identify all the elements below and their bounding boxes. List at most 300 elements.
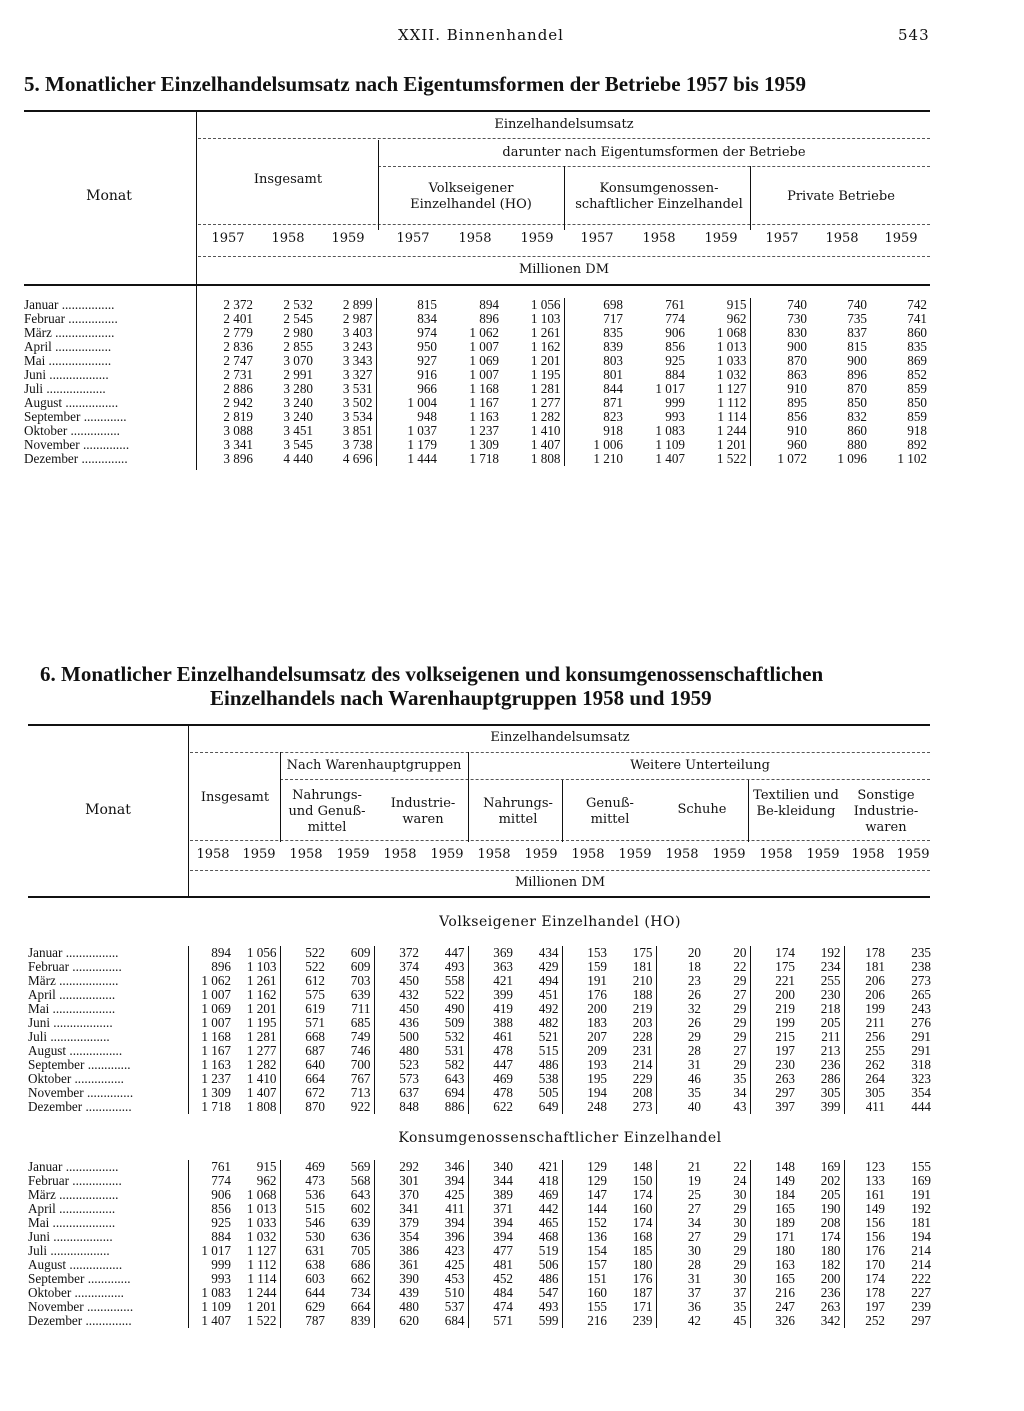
table-cell: 966 — [376, 382, 440, 396]
table-cell: 603 — [280, 1272, 328, 1286]
table-cell: 29 — [733, 1201, 747, 1216]
table-cell: 199 — [844, 1002, 888, 1016]
table-cell: 175 — [632, 945, 653, 960]
table-cell: 181 — [911, 1215, 931, 1230]
table-cell: 531 — [444, 1043, 465, 1058]
table5-divider — [564, 166, 565, 230]
table-cell: 1 237 — [469, 423, 499, 438]
table-cell: 207 — [562, 1030, 610, 1044]
table-cell: 1 167 — [469, 395, 499, 410]
table-cell: 297 — [911, 1313, 931, 1328]
table-cell: 174 — [632, 1187, 653, 1202]
row-month: August ................ — [28, 1044, 123, 1058]
table-cell: 1 007 — [469, 367, 499, 382]
page-number: 543 — [898, 26, 930, 44]
table-cell: 171 — [750, 1230, 798, 1244]
table-cell: 801 — [564, 368, 626, 382]
table-cell: 160 — [562, 1286, 610, 1300]
table-cell: 774 — [665, 311, 685, 326]
table-cell: 394 — [444, 1173, 465, 1188]
table-cell: 371 — [468, 1202, 516, 1216]
row-month: Juni .................. — [24, 368, 109, 382]
table-cell: 129 — [562, 1174, 610, 1188]
table6-year-row — [190, 847, 930, 867]
table-cell: 906 — [665, 325, 685, 340]
table-cell: 136 — [562, 1230, 610, 1244]
table-cell: 214 — [632, 1057, 653, 1072]
table-cell: 297 — [750, 1086, 798, 1100]
table-cell: 478 — [468, 1044, 516, 1058]
table6-divider — [188, 724, 189, 896]
table-cell: 3 240 — [283, 395, 313, 410]
table-cell: 29 — [733, 1015, 747, 1030]
table-cell: 1 201 — [530, 353, 561, 368]
table-row — [28, 1072, 934, 1086]
year-label: 1959 — [336, 847, 370, 862]
table-cell: 374 — [374, 960, 422, 974]
table-cell: 761 — [665, 297, 685, 312]
table-cell: 3 343 — [342, 353, 373, 368]
table-cell: 425 — [444, 1257, 465, 1272]
row-month: April ................. — [28, 1202, 116, 1216]
table-row — [28, 1258, 934, 1272]
year-label: 1959 — [520, 231, 554, 246]
table-cell: 735 — [847, 311, 867, 326]
table-cell: 3 534 — [342, 409, 373, 424]
table-cell: 717 — [564, 312, 626, 326]
table-cell: 469 — [538, 1187, 559, 1202]
table-cell: 609 — [350, 959, 371, 974]
table-cell: 341 — [374, 1202, 422, 1216]
table-cell: 211 — [821, 1029, 841, 1044]
table-row — [28, 1100, 934, 1114]
table-cell: 418 — [538, 1173, 559, 1188]
table-cell: 144 — [562, 1202, 610, 1216]
row-month: Dezember .............. — [28, 1100, 132, 1114]
table-cell: 239 — [632, 1313, 653, 1328]
table-row — [28, 1272, 934, 1286]
table-cell: 478 — [468, 1086, 516, 1100]
table-cell: 612 — [280, 974, 328, 988]
table-cell: 662 — [350, 1271, 371, 1286]
table-cell: 850 — [907, 395, 927, 410]
table-cell: 326 — [750, 1314, 798, 1328]
table-cell: 29 — [733, 1229, 747, 1244]
table6-konsum-body — [28, 1160, 934, 1328]
table5-header-insgesamt: Insgesamt — [253, 172, 323, 187]
table-row — [28, 1244, 934, 1258]
table-cell: 1 167 — [188, 1044, 234, 1058]
table-cell: 869 — [907, 353, 927, 368]
table-cell: 1 309 — [469, 437, 499, 452]
table-cell: 575 — [280, 988, 328, 1002]
table6-top-rule — [28, 724, 930, 726]
table-cell: 411 — [844, 1100, 888, 1114]
table-cell: 276 — [911, 1015, 931, 1030]
row-month: Dezember .............. — [28, 1314, 132, 1328]
table-cell: 394 — [468, 1230, 516, 1244]
table-cell: 886 — [444, 1099, 465, 1114]
table-cell: 450 — [374, 974, 422, 988]
table-cell: 2 836 — [196, 340, 256, 354]
table-cell: 214 — [911, 1243, 931, 1258]
table-cell: 26 — [656, 1016, 704, 1030]
table-cell: 129 — [562, 1160, 610, 1174]
table-cell: 740 — [847, 297, 867, 312]
table6-sub-rule — [280, 779, 930, 780]
table5-header-konsum: Konsumgenossen-schaftlicher Einzelhandel — [575, 181, 743, 212]
table-cell: 523 — [374, 1058, 422, 1072]
row-month: Januar ................ — [28, 946, 119, 960]
table-cell: 649 — [538, 1099, 559, 1114]
year-label: 1958 — [196, 847, 230, 862]
table-cell: 599 — [538, 1313, 559, 1328]
table-cell: 192 — [911, 1201, 931, 1216]
table-cell: 1 007 — [469, 339, 499, 354]
table-cell: 2 731 — [196, 368, 256, 382]
table-cell: 195 — [562, 1072, 610, 1086]
table-cell: 35 — [656, 1086, 704, 1100]
table-row — [24, 312, 930, 326]
table-cell: 1 282 — [530, 409, 561, 424]
table-cell: 363 — [468, 960, 516, 974]
year-label: 1959 — [712, 847, 746, 862]
table-cell: 291 — [911, 1043, 931, 1058]
table6-header-nahrung-genuss: Nahrungs- und Genuß-mittel — [288, 788, 366, 835]
table-cell: 468 — [538, 1229, 559, 1244]
table6-ho-body — [28, 946, 934, 1114]
year-label: 1959 — [806, 847, 840, 862]
year-label: 1958 — [458, 231, 492, 246]
table-cell: 993 — [188, 1272, 234, 1286]
table-cell: 42 — [656, 1314, 704, 1328]
table-cell: 160 — [632, 1201, 653, 1216]
table-cell: 434 — [538, 945, 559, 960]
table-cell: 767 — [350, 1071, 371, 1086]
table-cell: 1 162 — [530, 339, 561, 354]
table-cell: 31 — [656, 1272, 704, 1286]
table-cell: 219 — [632, 1001, 653, 1016]
table-cell: 1 102 — [897, 451, 927, 466]
row-month: Oktober ............... — [28, 1286, 124, 1300]
table-cell: 1 808 — [530, 451, 561, 466]
table-row — [24, 354, 930, 368]
table-cell: 537 — [444, 1299, 465, 1314]
table-cell: 147 — [562, 1188, 610, 1202]
table-cell: 156 — [844, 1230, 888, 1244]
table-cell: 263 — [750, 1072, 798, 1086]
table-cell: 815 — [847, 339, 867, 354]
table-cell: 1 037 — [376, 424, 440, 438]
year-label: 1958 — [851, 847, 885, 862]
table5-top-rule — [24, 110, 930, 112]
table-cell: 399 — [820, 1099, 841, 1114]
table6-title-line2: Einzelhandels nach Warenhauptgruppen 1958 und 1959 — [210, 686, 712, 710]
table-cell: 169 — [911, 1173, 931, 1188]
table6-divider — [748, 780, 749, 842]
table-cell: 43 — [733, 1099, 747, 1114]
table-cell: 910 — [750, 424, 810, 438]
table-cell: 1 013 — [246, 1201, 277, 1216]
table-cell: 894 — [479, 297, 499, 312]
table-cell: 202 — [820, 1173, 841, 1188]
table-cell: 639 — [350, 987, 371, 1002]
table-cell: 1 168 — [188, 1030, 234, 1044]
row-month: Oktober ............... — [28, 1072, 124, 1086]
table-cell: 856 — [665, 339, 685, 354]
table-cell: 3 070 — [283, 353, 313, 368]
year-label: 1958 — [477, 847, 511, 862]
table-cell: 397 — [750, 1100, 798, 1114]
table-cell: 741 — [907, 311, 927, 326]
year-label: 1959 — [896, 847, 930, 862]
table-cell: 1 083 — [655, 423, 685, 438]
table-cell: 713 — [350, 1085, 371, 1100]
table-cell: 839 — [564, 340, 626, 354]
table-cell: 394 — [468, 1216, 516, 1230]
table-cell: 178 — [844, 946, 888, 960]
table-cell: 1 072 — [750, 452, 810, 466]
table-cell: 740 — [750, 298, 810, 312]
table-row — [24, 410, 930, 424]
year-label: 1959 — [430, 847, 464, 862]
table-cell: 974 — [376, 326, 440, 340]
table-cell: 1 112 — [247, 1257, 277, 1272]
table-cell: 1 244 — [716, 423, 747, 438]
table-cell: 915 — [256, 1159, 277, 1174]
table-cell: 1 410 — [530, 423, 561, 438]
table-cell: 884 — [188, 1230, 234, 1244]
table-cell: 229 — [632, 1071, 653, 1086]
table-cell: 922 — [350, 1099, 371, 1114]
table5-divider — [378, 140, 379, 230]
table-cell: 29 — [733, 1001, 747, 1016]
table-cell: 787 — [280, 1314, 328, 1328]
table-cell: 694 — [444, 1085, 465, 1100]
table-cell: 1 163 — [188, 1058, 234, 1072]
year-label: 1958 — [825, 231, 859, 246]
table-cell: 189 — [750, 1216, 798, 1230]
table-cell: 774 — [188, 1174, 234, 1188]
table-cell: 835 — [564, 326, 626, 340]
table-cell: 494 — [538, 973, 559, 988]
row-month: Februar ............... — [28, 960, 122, 974]
table-cell: 354 — [374, 1230, 422, 1244]
table-cell: 668 — [280, 1030, 328, 1044]
table-cell: 21 — [656, 1160, 704, 1174]
table-cell: 40 — [656, 1100, 704, 1114]
table-cell: 30 — [733, 1187, 747, 1202]
table-cell: 265 — [911, 987, 931, 1002]
table-cell: 133 — [844, 1174, 888, 1188]
table-cell: 4 440 — [283, 451, 313, 466]
table-cell: 505 — [538, 1085, 559, 1100]
table-cell: 1 109 — [655, 437, 685, 452]
table-cell: 318 — [911, 1057, 931, 1072]
table-cell: 344 — [468, 1174, 516, 1188]
table-cell: 182 — [820, 1257, 841, 1272]
table-cell: 1 033 — [716, 353, 747, 368]
table-cell: 640 — [280, 1058, 328, 1072]
table-cell: 1 069 — [469, 353, 499, 368]
year-label: 1958 — [759, 847, 793, 862]
row-month: Januar ................ — [28, 1160, 119, 1174]
table-row — [28, 1300, 934, 1314]
table-cell: 174 — [844, 1272, 888, 1286]
table-cell: 29 — [733, 1029, 747, 1044]
table-row — [28, 946, 934, 960]
table-cell: 239 — [911, 1299, 931, 1314]
table-row — [24, 424, 930, 438]
table-cell: 910 — [750, 382, 810, 396]
table-cell: 361 — [374, 1258, 422, 1272]
table-cell: 506 — [538, 1257, 559, 1272]
table-row — [28, 1202, 934, 1216]
table-cell: 248 — [562, 1100, 610, 1114]
table-cell: 4 696 — [342, 451, 373, 466]
table-cell: 354 — [911, 1085, 931, 1100]
table-cell: 522 — [280, 960, 328, 974]
table-cell: 235 — [911, 945, 931, 960]
table-cell: 453 — [444, 1271, 465, 1286]
table-cell: 123 — [844, 1160, 888, 1174]
table-cell: 37 — [733, 1285, 747, 1300]
table-cell: 2 886 — [196, 382, 256, 396]
table-cell: 181 — [844, 960, 888, 974]
table-cell: 1 201 — [246, 1001, 277, 1016]
table-cell: 880 — [847, 437, 867, 452]
table-cell: 571 — [468, 1314, 516, 1328]
table-cell: 860 — [907, 325, 927, 340]
table-cell: 896 — [188, 960, 234, 974]
year-label: 1957 — [765, 231, 799, 246]
table-cell: 522 — [280, 946, 328, 960]
table-cell: 1 062 — [469, 325, 499, 340]
table-cell: 200 — [750, 988, 798, 1002]
table-cell: 1 718 — [469, 451, 499, 466]
table-cell: 1 083 — [188, 1286, 234, 1300]
table-cell: 1 096 — [837, 451, 867, 466]
table-row — [28, 1058, 934, 1072]
table-cell: 188 — [632, 987, 653, 1002]
table-cell: 636 — [350, 1229, 371, 1244]
table-cell: 631 — [280, 1244, 328, 1258]
table-cell: 486 — [538, 1057, 559, 1072]
table-cell: 292 — [374, 1160, 422, 1174]
table-cell: 3 738 — [342, 437, 373, 452]
table-cell: 698 — [564, 298, 626, 312]
table-cell: 830 — [750, 326, 810, 340]
table5-header-top: Einzelhandelsumsatz — [494, 117, 634, 132]
year-label: 1958 — [289, 847, 323, 862]
table-cell: 602 — [350, 1201, 371, 1216]
table-cell: 629 — [280, 1300, 328, 1314]
table-row — [28, 1016, 934, 1030]
table-cell: 962 — [256, 1173, 277, 1188]
table-cell: 569 — [350, 1159, 371, 1174]
table-cell: 396 — [444, 1229, 465, 1244]
table-cell: 896 — [847, 367, 867, 382]
table-cell: 192 — [820, 945, 841, 960]
table6-divider — [280, 752, 281, 842]
table-cell: 305 — [844, 1086, 888, 1100]
table-cell: 1 407 — [188, 1314, 234, 1328]
table-cell: 522 — [444, 987, 465, 1002]
table-cell: 1 407 — [655, 451, 685, 466]
table-cell: 419 — [468, 1002, 516, 1016]
table-cell: 171 — [632, 1299, 653, 1314]
table-cell: 815 — [376, 298, 440, 312]
year-label: 1957 — [211, 231, 245, 246]
table-cell: 3 341 — [196, 438, 256, 452]
table-cell: 150 — [632, 1173, 653, 1188]
table-row — [28, 1044, 934, 1058]
table-cell: 477 — [468, 1244, 516, 1258]
table-cell: 346 — [444, 1159, 465, 1174]
table6-header-weitere: Weitere Unterteilung — [630, 758, 770, 773]
table-cell: 490 — [444, 1001, 465, 1016]
table-row — [28, 1002, 934, 1016]
table-cell: 19 — [656, 1174, 704, 1188]
table-cell: 180 — [750, 1244, 798, 1258]
table-cell: 685 — [350, 1015, 371, 1030]
table5-header-rule — [198, 138, 930, 139]
table-cell: 609 — [350, 945, 371, 960]
table-cell: 856 — [750, 410, 810, 424]
table-cell: 1 007 — [188, 1016, 234, 1030]
table-cell: 28 — [656, 1258, 704, 1272]
table-cell: 411 — [445, 1201, 465, 1216]
table-cell: 1 109 — [188, 1300, 234, 1314]
table-cell: 482 — [538, 1015, 559, 1030]
table-cell: 163 — [750, 1258, 798, 1272]
table-cell: 256 — [844, 1030, 888, 1044]
table-cell: 26 — [656, 988, 704, 1002]
table-cell: 948 — [376, 410, 440, 424]
table-cell: 1 281 — [246, 1029, 277, 1044]
table-cell: 206 — [844, 988, 888, 1002]
table-cell: 1 056 — [530, 297, 561, 312]
table6-section-konsum: Konsumgenossenschaftlicher Einzelhandel — [398, 1130, 722, 1146]
table-cell: 148 — [632, 1159, 653, 1174]
table-cell: 481 — [468, 1258, 516, 1272]
table-cell: 962 — [726, 311, 747, 326]
table-row — [24, 438, 930, 452]
table-cell: 1 013 — [716, 339, 747, 354]
table-cell: 1 309 — [188, 1086, 234, 1100]
table-cell: 1 179 — [376, 438, 440, 452]
table-cell: 746 — [350, 1043, 371, 1058]
table-cell: 906 — [188, 1188, 234, 1202]
table-cell: 1 168 — [469, 381, 499, 396]
table-cell: 372 — [374, 946, 422, 960]
row-month: August ................ — [28, 1258, 123, 1272]
table-cell: 761 — [188, 1160, 234, 1174]
table-cell: 185 — [632, 1243, 653, 1258]
table5-unit-rule — [198, 256, 930, 257]
table-cell: 859 — [907, 409, 927, 424]
table-cell: 199 — [750, 1016, 798, 1030]
table-cell: 394 — [444, 1215, 465, 1230]
table-cell: 388 — [468, 1016, 516, 1030]
row-month: Juni .................. — [28, 1230, 113, 1244]
table-cell: 219 — [750, 1002, 798, 1016]
table-cell: 1 032 — [716, 367, 747, 382]
table-row — [24, 368, 930, 382]
table-cell: 447 — [468, 1058, 516, 1072]
table-cell: 30 — [656, 1244, 704, 1258]
table-cell: 927 — [376, 354, 440, 368]
